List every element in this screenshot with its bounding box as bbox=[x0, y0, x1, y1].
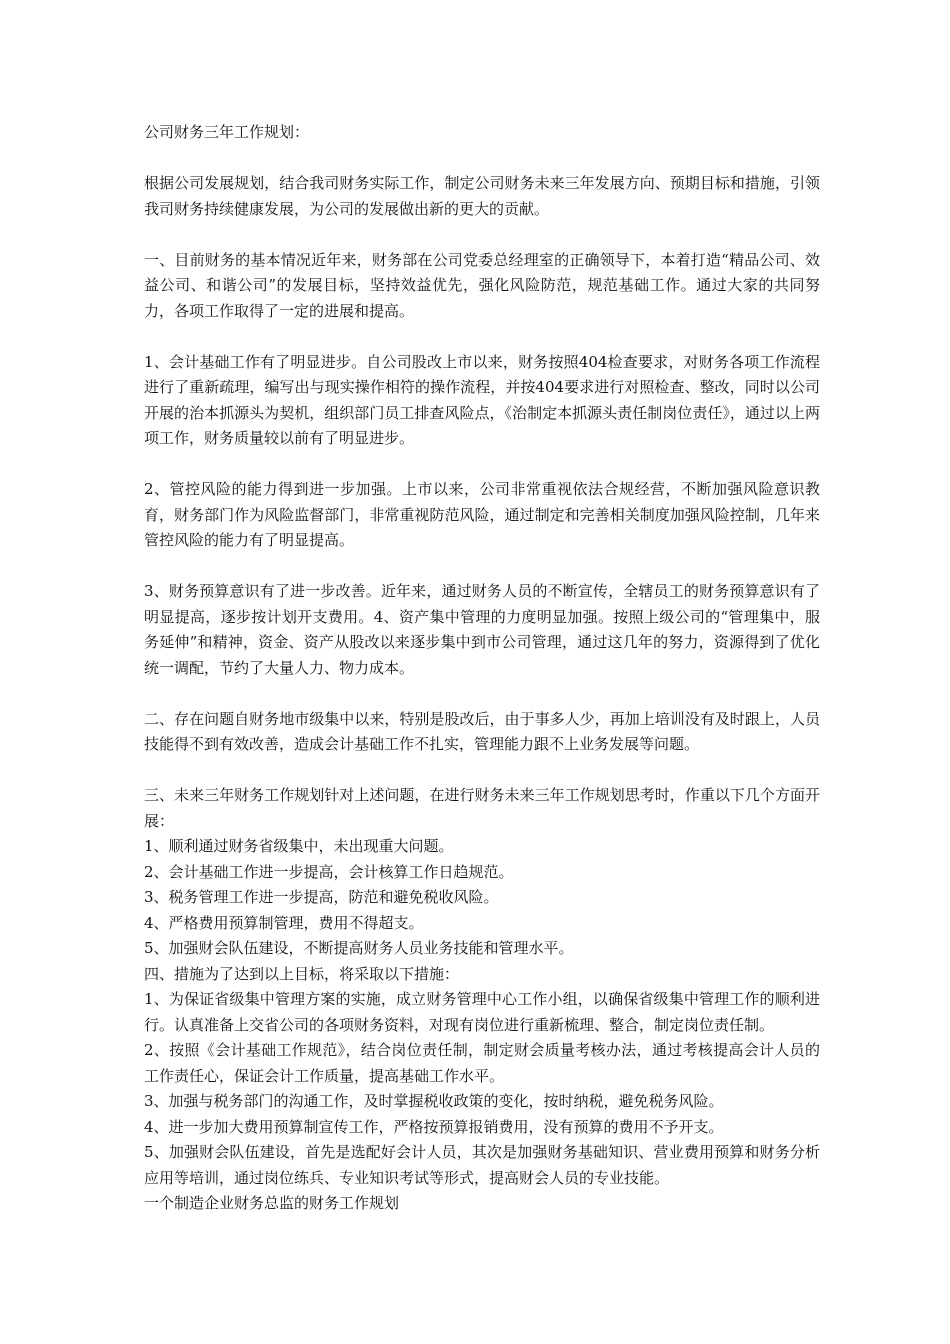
measure-item: 2、按照《会计基础工作规范》，结合岗位责任制，制定财会质量考核办法，通过考核提高会计人员的工作责任心，保证会计工作质量，提高基础工作水平。 bbox=[144, 1041, 820, 1085]
measure-item: 1、为保证省级集中管理方案的实施，成立财务管理中心工作小组，以确保省级集中管理工作的顺利进行。认真准备上交省公司的各项财务资料，对现有岗位进行重新梳理、整合，制定岗位责任制。 bbox=[144, 990, 820, 1034]
plan-item: 4、严格费用预算制管理，费用不得超支。 bbox=[144, 913, 424, 932]
plan-item: 1、顺利通过财务省级集中，未出现重大问题。 bbox=[144, 837, 454, 855]
section-4-paragraph: 四、措施为了达到以上目标，将采取以下措施： bbox=[144, 964, 460, 983]
section-2-paragraph: 二、存在问题自财务地市级集中以来，特别是股改后，由于事多人少，再加上培训没有及时跟上，人员技能得不到有效改善，造成会计基础工作不扎实，管理能力跟不上业务发展等问题。 bbox=[144, 709, 820, 753]
document-page bbox=[144, 120, 820, 1217]
blank-line bbox=[144, 681, 820, 707]
progress-item-1: 1、会计基础工作有了明显进步。自公司股改上市以来，财务按照404检查要求，对财务各项工作流程进行了重新疏理，编写出与现实操作相符的操作流程，并按404要求进行对照检查、整改，同时以公司开展的治本抓源头为契机，组织部门员工排查风险点，《治制定本抓源头责任制岗位责任》，通过以上两项工作，财务质量较以前有了明显进步。 bbox=[144, 352, 820, 447]
blank-line bbox=[144, 758, 820, 784]
progress-item-2: 2、管控风险的能力得到进一步加强。上市以来，公司非常重视依法合规经营，不断加强风险意识教育，财务部门作为风险监督部门，非常重视防范风险，通过制定和完善相关制度加强风险控制，几年来管控风险的能力有了明显提高。 bbox=[144, 480, 820, 549]
intro-paragraph: 根据公司发展规划，结合我司财务实际工作，制定公司财务未来三年发展方向、预期目标和措施，引领我司财务持续健康发展，为公司的发展做出新的更大的贡献。 bbox=[144, 174, 820, 218]
progress-item-3: 3、财务预算意识有了进一步改善。近年来，通过财务人员的不断宣传，全辖员工的财务预算意识有了明显提高，逐步按计划开支费用。4、资产集中管理的力度明显加强。按照上级公司的“管理集中，服务延伸”和精神，资金、资产从股改以来逐步集中到市公司管理，通过这几年的努力，资源得到了优化统一调配，节约了大量人力、物力成本。 bbox=[144, 582, 820, 677]
plan-item: 5、加强财会队伍建设，不断提高财务人员业务技能和管理水平。 bbox=[144, 939, 574, 957]
blank-line bbox=[144, 146, 820, 172]
blank-line bbox=[144, 452, 820, 478]
plan-item: 2、会计基础工作进一步提高，会计核算工作日趋规范。 bbox=[144, 862, 514, 881]
measure-item: 5、加强财会队伍建设，首先是选配好会计人员，其次是加强财务基础知识、营业费用预算和财务分析应用等培训，通过岗位练兵、专业知识考试等形式，提高财会人员的专业技能。 bbox=[144, 1143, 820, 1187]
section-3-paragraph: 三、未来三年财务工作规划针对上述问题，在进行财务未来三年工作规划思考时，作重以下几个方面开展： bbox=[144, 786, 820, 830]
section-1-paragraph: 一、目前财务的基本情况近年来，财务部在公司党委总经理室的正确领导下，本着打造“精品公司、效益公司、和谐公司”的发展目标，坚持效益优先，强化风险防范，规范基础工作。通过大家的共同努力，各项工作取得了一定的进展和提高。 bbox=[144, 250, 820, 320]
blank-line bbox=[144, 222, 820, 248]
plan-item: 3、税务管理工作进一步提高，防范和避免税收风险。 bbox=[144, 888, 499, 906]
document-title: 公司财务三年工作规划： bbox=[144, 123, 310, 141]
blank-line bbox=[144, 554, 820, 580]
footer-line: 一个制造企业财务总监的财务工作规划 bbox=[144, 1194, 400, 1212]
blank-line bbox=[144, 324, 820, 350]
measure-item: 4、进一步加大费用预算制宣传工作，严格按预算报销费用，没有预算的费用不予开支。 bbox=[144, 1117, 724, 1136]
measure-item: 3、加强与税务部门的沟通工作，及时掌握税收政策的变化，按时纳税，避免税务风险。 bbox=[144, 1092, 724, 1110]
